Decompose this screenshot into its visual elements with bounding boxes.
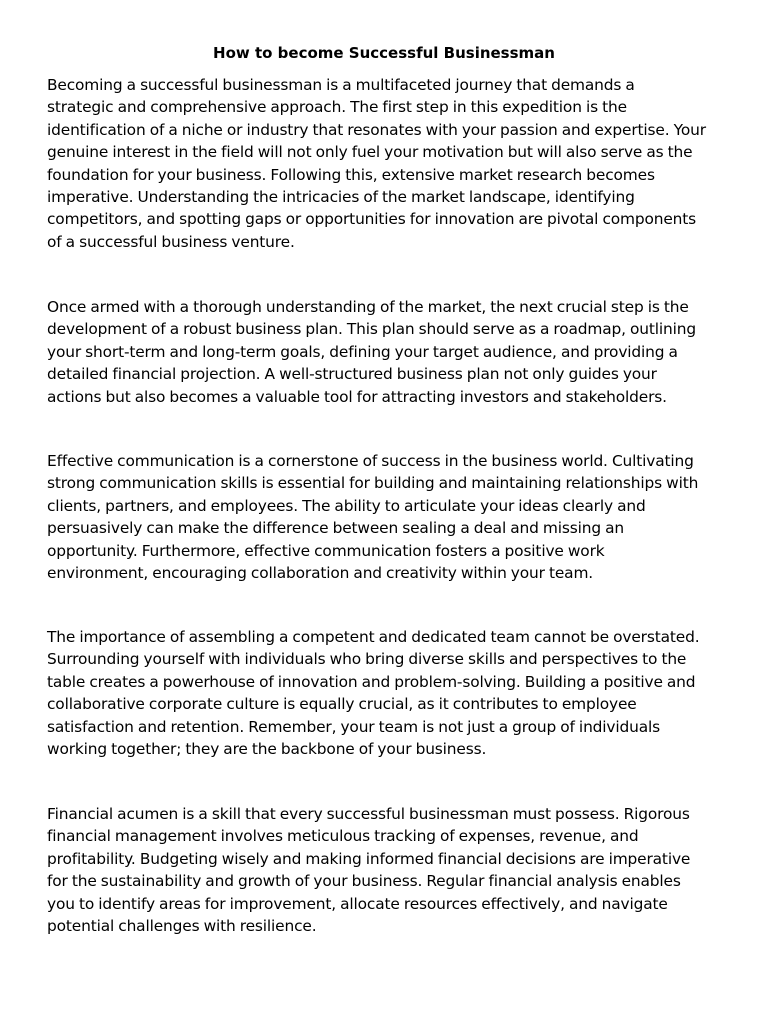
text-line: potential challenges with resilience.	[47, 917, 317, 936]
text-line: opportunity. Furthermore, effective communication fosters a positive work	[47, 541, 605, 560]
text-line: persuasively can make the difference between sealing a deal and missing an	[47, 519, 624, 538]
text-line: development of a robust business plan. This plan should serve as a roadmap, outlining	[47, 320, 696, 339]
text-line: clients, partners, and employees. The ability to articulate your ideas clearly and	[47, 496, 646, 515]
paragraph-financial-acumen	[47, 803, 727, 937]
text-line: satisfaction and retention. Remember, your team is not just a group of individuals	[47, 717, 660, 736]
text-line: strong communication skills is essential for building and maintaining relationships with	[47, 474, 699, 493]
text-line: your short-term and long-term goals, defining your target audience, and providing a	[47, 342, 678, 361]
text-line: table creates a powerhouse of innovation and problem-solving. Building a positive and	[47, 672, 696, 691]
paragraph-business-plan	[47, 296, 727, 408]
text-line: actions but also becomes a valuable tool for attracting investors and stakeholders.	[47, 387, 667, 406]
text-line: financial management involves meticulous tracking of expenses, revenue, and	[47, 827, 639, 846]
text-line: Becoming a successful businessman is a multifaceted journey that demands a	[47, 76, 635, 94]
text-line: competitors, and spotting gaps or opportunities for innovation are pivotal components	[47, 210, 697, 229]
text-line: detailed financial projection. A well-structured business plan not only guides your	[47, 365, 657, 384]
text-line: profitability. Budgeting wisely and making informed financial decisions are imperative	[47, 849, 691, 868]
text-line: Effective communication is a cornerstone of success in the business world. Cultivating	[47, 452, 694, 470]
text-line: Surrounding yourself with individuals who bring diverse skills and perspectives to the	[47, 650, 687, 669]
text-line: you to identify areas for improvement, allocate resources effectively, and navigate	[47, 894, 668, 913]
text-line: imperative. Understanding the intricacies of the market landscape, identifying	[47, 188, 635, 207]
paragraph-team	[47, 626, 727, 760]
text-line: collaborative corporate culture is equally crucial, as it contributes to employee	[47, 695, 637, 714]
paragraph-communication	[47, 450, 727, 584]
text-line: strategic and comprehensive approach. The first step in this expedition is the	[47, 98, 627, 117]
text-line: of a successful business venture.	[47, 232, 295, 251]
text-line: identification of a niche or industry that resonates with your passion and expertise. Your	[47, 120, 706, 139]
text-line: The importance of assembling a competent and dedicated team cannot be overstated.	[47, 628, 700, 646]
text-line: Financial acumen is a skill that every successful businessman must possess. Rigorous	[47, 805, 690, 823]
text-line: working together; they are the backbone of your business.	[47, 740, 487, 759]
page-title: How to become Successful Businessman	[213, 44, 555, 62]
text-line: foundation for your business. Following this, extensive market research becomes	[47, 165, 655, 184]
paragraph-niche-and-market-research	[47, 74, 727, 253]
text-line: for the sustainability and growth of your business. Regular financial analysis enables	[47, 872, 681, 891]
text-line: genuine interest in the field will not only fuel your motivation but will also serve as the	[47, 143, 693, 162]
text-line: Once armed with a thorough understanding of the market, the next crucial step is the	[47, 298, 689, 316]
text-line: environment, encouraging collaboration and creativity within your team.	[47, 564, 594, 583]
